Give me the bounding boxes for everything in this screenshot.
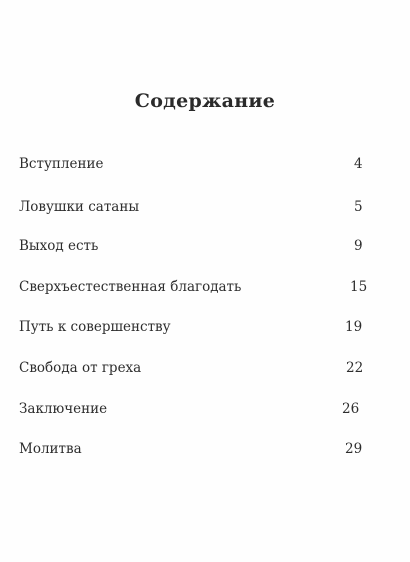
toc-entry xyxy=(0,199,410,221)
toc-entry-title: Заключение xyxy=(19,401,108,417)
toc-entry xyxy=(0,279,410,301)
toc-entry-page-number: 4 xyxy=(354,156,363,172)
toc-entry-title: Молитва xyxy=(19,441,82,457)
toc-entry-page-number: 15 xyxy=(350,279,368,295)
toc-entry-page-number: 19 xyxy=(345,319,363,335)
toc-entry-page-number: 9 xyxy=(354,238,363,254)
toc-entry xyxy=(0,360,410,382)
toc-entry-page-number: 26 xyxy=(342,401,360,417)
toc-entry xyxy=(0,238,410,260)
toc-entry-page-number: 5 xyxy=(354,199,363,215)
toc-entry xyxy=(0,156,410,178)
toc-entry xyxy=(0,319,410,341)
toc-entry-title: Свобода от греха xyxy=(19,360,142,376)
toc-entry-page-number: 29 xyxy=(345,441,363,457)
toc-entry-title: Путь к совершенству xyxy=(19,319,171,335)
toc-title: Содержание xyxy=(134,90,276,112)
toc-entry-title: Выход есть xyxy=(19,238,99,254)
toc-entry xyxy=(0,401,410,423)
toc-entry-page-number: 22 xyxy=(346,360,364,376)
toc-entry-title: Вступление xyxy=(19,156,104,172)
toc-entry xyxy=(0,441,410,463)
toc-entry-title: Ловушки сатаны xyxy=(19,199,140,215)
toc-entry-title: Сверхъестественная благодать xyxy=(19,279,242,295)
